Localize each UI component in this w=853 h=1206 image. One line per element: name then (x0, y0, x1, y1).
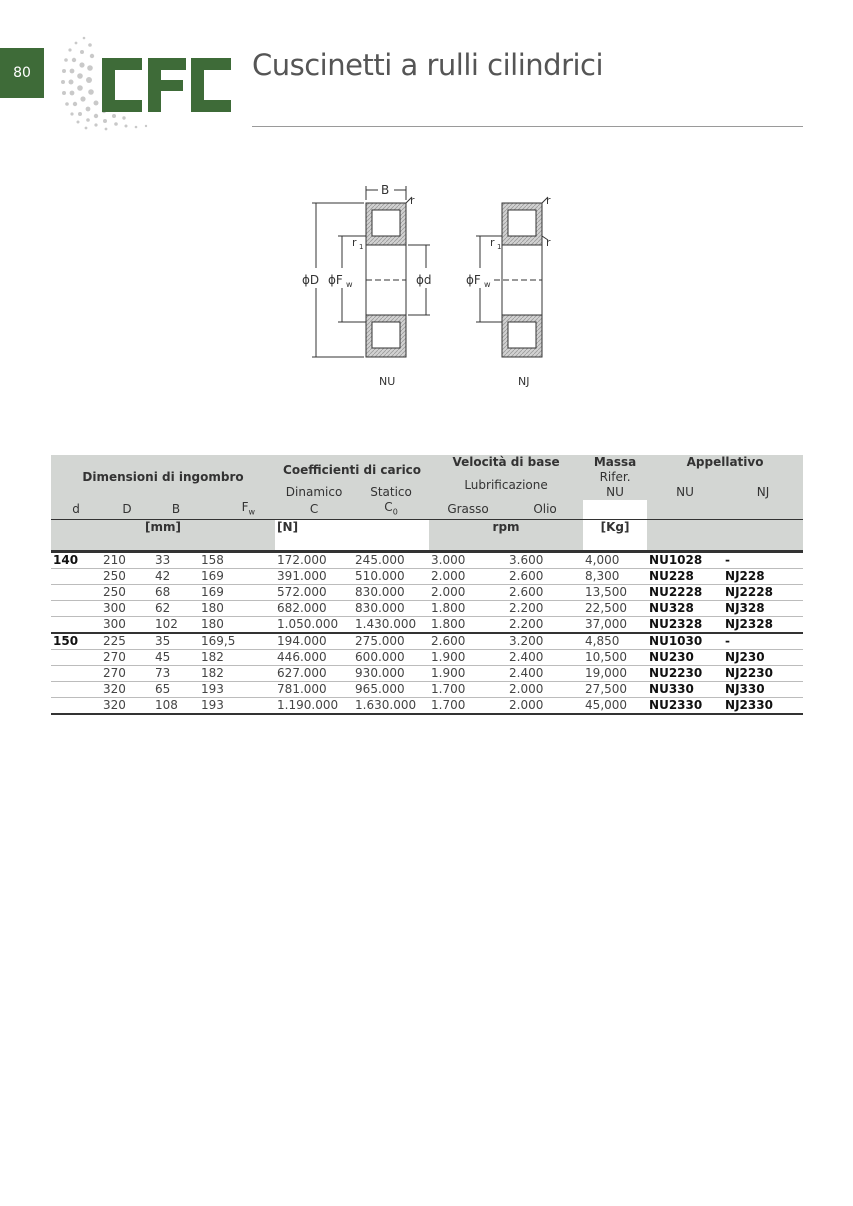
label-nj-radius-r2: r (546, 236, 551, 249)
table-row (51, 617, 803, 634)
col-b: B (153, 500, 199, 520)
cell-D: 250 (101, 569, 153, 585)
label-nj-roller-diameter: ϕF (466, 273, 481, 287)
cell-nu: NU1028 (647, 552, 723, 569)
cell-D: 300 (101, 617, 153, 634)
cell-grease: 1.700 (429, 682, 507, 698)
cell-C0: 245.000 (353, 552, 429, 569)
page-title: Cuscinetti a rulli cilindrici (252, 48, 604, 82)
cell-B: 68 (153, 585, 199, 601)
cell-nj: NJ2230 (723, 666, 803, 682)
cell-mass: 4,850 (583, 633, 647, 650)
cell-d (51, 585, 101, 601)
header-dimensions: Dimensioni di ingombro (51, 455, 275, 500)
cell-nj: - (723, 633, 803, 650)
cell-d (51, 569, 101, 585)
cell-grease: 3.000 (429, 552, 507, 569)
label-radius-r1-sub: 1 (359, 243, 364, 251)
cell-oil: 2.400 (507, 666, 583, 682)
cell-B: 108 (153, 698, 199, 715)
title-divider (252, 126, 803, 127)
cell-C0: 600.000 (353, 650, 429, 666)
cell-C: 446.000 (275, 650, 353, 666)
cell-mass: 37,000 (583, 617, 647, 634)
caption-nu: NU (379, 375, 396, 388)
cell-grease: 1.800 (429, 617, 507, 634)
cell-Fw: 193 (199, 682, 275, 698)
unit-rpm: rpm (429, 520, 583, 536)
label-nj-radius-r1: r (490, 236, 495, 249)
cell-oil: 3.600 (507, 552, 583, 569)
unit-n: [N] (275, 520, 353, 536)
caption-nj: NJ (518, 375, 530, 388)
label-radius-r: r (410, 194, 415, 207)
nj-bearing-drawing (476, 197, 548, 357)
cell-d (51, 617, 101, 634)
cell-Fw: 158 (199, 552, 275, 569)
brand-text: CFC (56, 15, 88, 34)
header-coefficients: Coefficienti di carico (275, 455, 429, 485)
label-width-b: B (381, 183, 390, 197)
cell-grease: 2.600 (429, 633, 507, 650)
col-c0: $C_0$ (353, 500, 429, 520)
cell-C0: 930.000 (353, 666, 429, 682)
cell-D: 250 (101, 585, 153, 601)
cell-grease: 1.700 (429, 698, 507, 715)
cell-C: 194.000 (275, 633, 353, 650)
cell-nj: NJ228 (723, 569, 803, 585)
label-bore-diameter: ϕd (416, 273, 432, 287)
table-row (51, 698, 803, 715)
table-row (51, 569, 803, 585)
cell-oil: 2.200 (507, 601, 583, 617)
cell-nu: NU2228 (647, 585, 723, 601)
cell-B: 73 (153, 666, 199, 682)
cell-D: 270 (101, 666, 153, 682)
cell-mass: 19,000 (583, 666, 647, 682)
label-roller-diameter: ϕF (328, 273, 343, 287)
label-nj-roller-diameter-sub: w (484, 280, 491, 289)
cell-oil: 2.000 (507, 682, 583, 698)
cell-C0: 830.000 (353, 601, 429, 617)
cell-C0: 510.000 (353, 569, 429, 585)
col-oil: Olio (507, 500, 583, 520)
table-header (51, 455, 803, 552)
cell-grease: 1.900 (429, 650, 507, 666)
cell-B: 65 (153, 682, 199, 698)
cell-oil: 2.600 (507, 569, 583, 585)
cell-nu: NU330 (647, 682, 723, 698)
header-des-nu: NU (647, 485, 723, 500)
cell-grease: 1.900 (429, 666, 507, 682)
cell-nj: NJ330 (723, 682, 803, 698)
cell-mass: 8,300 (583, 569, 647, 585)
label-roller-diameter-sub: w (346, 280, 353, 289)
cell-mass: 45,000 (583, 698, 647, 715)
header-ref: Rifer. (583, 470, 647, 485)
cell-grease: 2.000 (429, 569, 507, 585)
cell-nu: NU2328 (647, 617, 723, 634)
cell-C0: 830.000 (353, 585, 429, 601)
cell-nu: NU230 (647, 650, 723, 666)
cell-d (51, 698, 101, 715)
table-body (51, 552, 803, 715)
cell-nu: NU1030 (647, 633, 723, 650)
label-radius-r1: r (352, 236, 357, 249)
cell-C0: 965.000 (353, 682, 429, 698)
cell-C: 1.190.000 (275, 698, 353, 715)
cell-oil: 2.400 (507, 650, 583, 666)
cell-Fw: 169 (199, 585, 275, 601)
cell-C: 627.000 (275, 666, 353, 682)
cell-B: 62 (153, 601, 199, 617)
header-ref-nu: NU (583, 485, 647, 500)
cell-D: 320 (101, 698, 153, 715)
cell-D: 270 (101, 650, 153, 666)
header-dynamic: Dinamico (275, 485, 353, 500)
header-designation: Appellativo (647, 455, 803, 470)
cell-mass: 22,500 (583, 601, 647, 617)
header-static: Statico (353, 485, 429, 500)
cell-D: 320 (101, 682, 153, 698)
table-row (51, 633, 803, 650)
cell-nj: NJ2330 (723, 698, 803, 715)
col-d: d (51, 500, 101, 520)
cell-mass: 27,500 (583, 682, 647, 698)
page-number-tab (0, 48, 44, 98)
cell-nu: NU2230 (647, 666, 723, 682)
cell-Fw: 180 (199, 617, 275, 634)
bearing-specification-table (51, 455, 803, 715)
table-row (51, 601, 803, 617)
cell-Fw: 169 (199, 569, 275, 585)
cell-B: 45 (153, 650, 199, 666)
cell-Fw: 180 (199, 601, 275, 617)
unit-mm: [mm] (51, 520, 275, 536)
col-outer-d: D (101, 500, 153, 520)
cell-oil: 2.600 (507, 585, 583, 601)
cell-C0: 1.430.000 (353, 617, 429, 634)
cell-C: 682.000 (275, 601, 353, 617)
cell-d (51, 650, 101, 666)
cell-B: 33 (153, 552, 199, 569)
cell-C: 781.000 (275, 682, 353, 698)
cell-d: 140 (51, 552, 101, 569)
cell-nu: NU2330 (647, 698, 723, 715)
cell-B: 42 (153, 569, 199, 585)
cell-oil: 3.200 (507, 633, 583, 650)
cell-nu: NU228 (647, 569, 723, 585)
table-row (51, 650, 803, 666)
header-mass: Massa (583, 455, 647, 470)
cell-C0: 1.630.000 (353, 698, 429, 715)
cell-B: 102 (153, 617, 199, 634)
cell-C0: 275.000 (353, 633, 429, 650)
cell-D: 300 (101, 601, 153, 617)
cell-nj: NJ230 (723, 650, 803, 666)
cell-Fw: 182 (199, 650, 275, 666)
col-fw: $F_w$ (199, 500, 275, 520)
cell-d (51, 601, 101, 617)
unit-kg: [Kg] (583, 520, 647, 536)
cell-B: 35 (153, 633, 199, 650)
cell-Fw: 169,5 (199, 633, 275, 650)
cell-mass: 4,000 (583, 552, 647, 569)
cell-mass: 13,500 (583, 585, 647, 601)
cell-d (51, 666, 101, 682)
cell-C: 1.050.000 (275, 617, 353, 634)
header-des-nj: NJ (723, 485, 803, 500)
header-lubrication: Lubrificazione (429, 470, 583, 500)
col-c: C (275, 500, 353, 520)
cell-Fw: 193 (199, 698, 275, 715)
cell-d (51, 682, 101, 698)
table-row (51, 666, 803, 682)
cell-grease: 1.800 (429, 601, 507, 617)
cell-nj: NJ2228 (723, 585, 803, 601)
header-speed: Velocità di base (429, 455, 583, 470)
cell-Fw: 182 (199, 666, 275, 682)
cell-nu: NU328 (647, 601, 723, 617)
cell-C: 172.000 (275, 552, 353, 569)
table-row (51, 585, 803, 601)
nu-bearing-drawing (312, 186, 430, 357)
bearing-cross-section-diagram (290, 170, 580, 395)
cell-oil: 2.000 (507, 698, 583, 715)
cell-oil: 2.200 (507, 617, 583, 634)
label-nj-radius-r: r (546, 194, 551, 207)
label-nj-radius-r1-sub: 1 (497, 243, 502, 251)
cell-C: 572.000 (275, 585, 353, 601)
cfc-logo (56, 15, 234, 136)
cell-nj: - (723, 552, 803, 569)
cell-C: 391.000 (275, 569, 353, 585)
cell-D: 225 (101, 633, 153, 650)
cell-nj: NJ328 (723, 601, 803, 617)
label-outer-diameter: ϕD (302, 273, 320, 287)
table-row (51, 552, 803, 569)
cell-d: 150 (51, 633, 101, 650)
table-row (51, 682, 803, 698)
cell-nj: NJ2328 (723, 617, 803, 634)
cell-D: 210 (101, 552, 153, 569)
cell-mass: 10,500 (583, 650, 647, 666)
col-grease: Grasso (429, 500, 507, 520)
page-number: 80 (13, 65, 31, 81)
cell-grease: 2.000 (429, 585, 507, 601)
